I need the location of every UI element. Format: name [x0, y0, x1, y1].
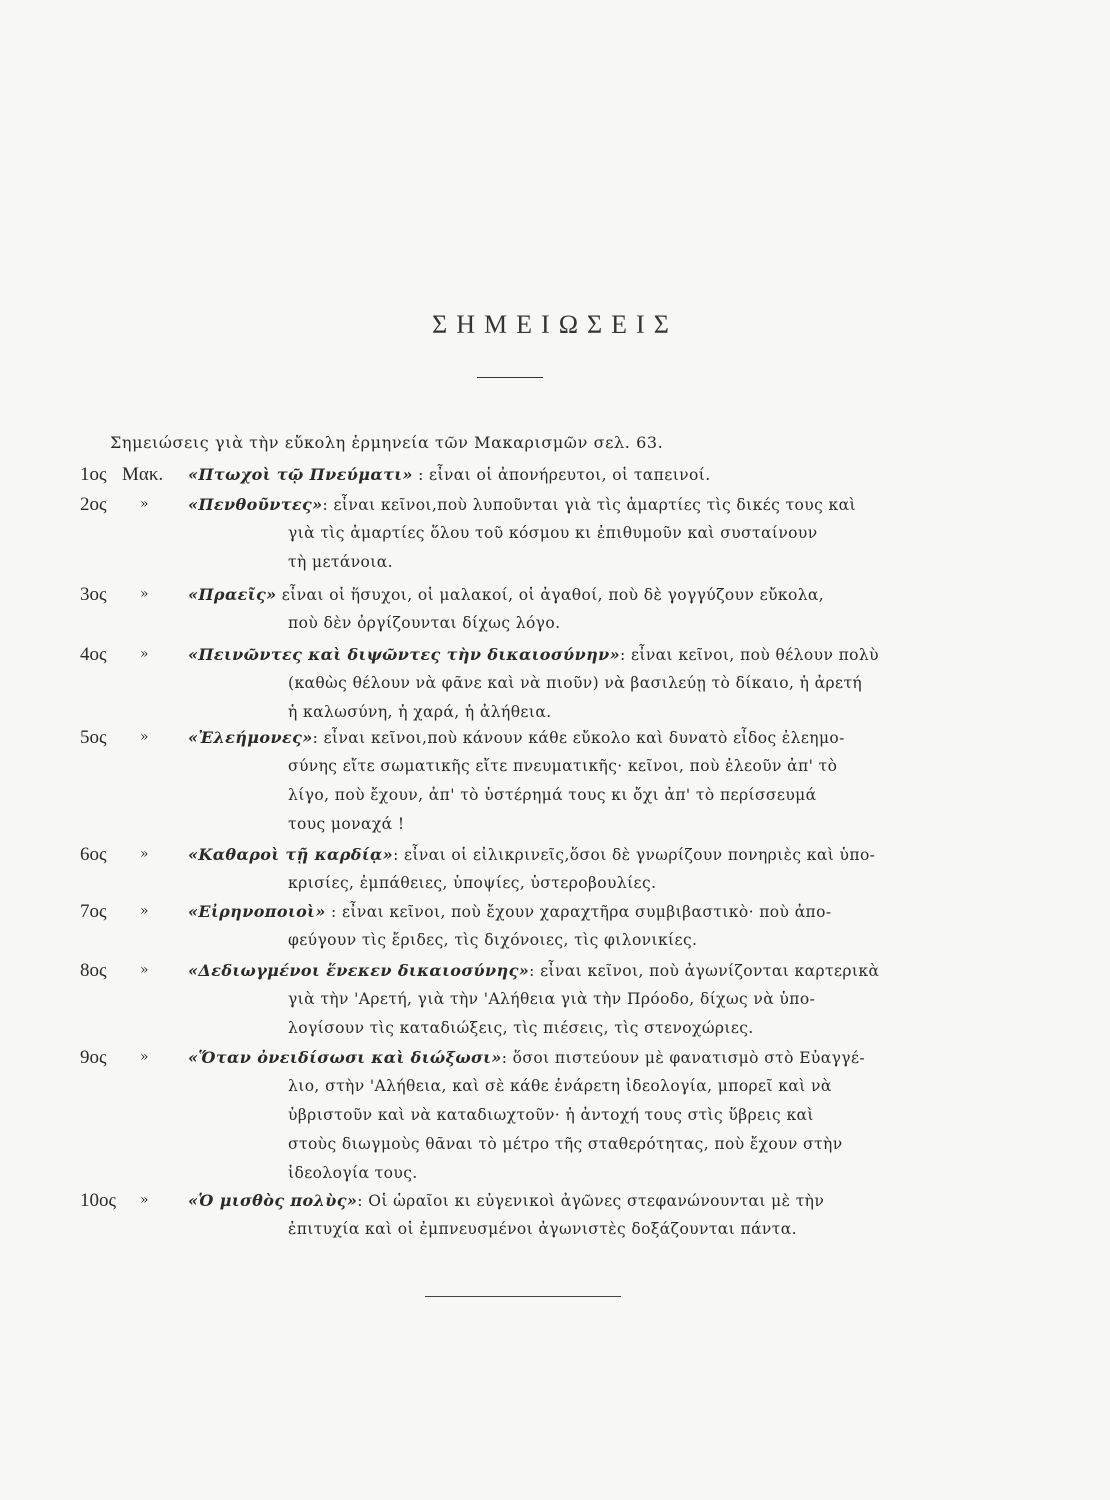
closing-divider: [425, 1296, 621, 1297]
note-term: «Εἰρηνοποιοὶ»: [188, 902, 326, 921]
note-text: : εἶναι κεῖνοι,ποὺ λυποῦνται γιὰ τὶς ἁμαρτίες τὶς δικές τους καὶ: [322, 496, 856, 514]
note-term: «Καθαροὶ τῇ καρδίᾳ»: [188, 845, 394, 864]
note-abbreviation: Μακ.: [122, 464, 164, 485]
note-number: 4ος: [80, 644, 107, 665]
note-continuation: κρισίες, ἐμπάθειες, ὑποψίες, ὑστεροβουλίες.: [288, 874, 657, 892]
note-first-line: [188, 580, 990, 610]
note-term: «Πραεῖς»: [188, 585, 277, 604]
note-continuation: τὴ μετάνοια.: [288, 553, 393, 571]
note-first-line: [188, 460, 990, 490]
note-text: : Οἱ ὡραῖοι κι εὐγενικοὶ ἀγῶνες στεφανώνουνται μὲ τὴν: [357, 1192, 825, 1210]
note-first-line: [188, 1043, 990, 1073]
note-text: : εἶναι κεῖνοι,ποὺ κάνουν κάθε εὔκολο καὶ δυνατὸ εἶδος ἐλεημο-: [312, 729, 845, 747]
note-text: εἶναι οἱ ἥσυχοι, οἱ μαλακοί, οἱ ἀγαθοί, ποὺ δὲ γογγύζουν εὔκολα,: [276, 586, 825, 604]
note-first-line: [188, 723, 990, 753]
ditto-mark: »: [140, 962, 149, 978]
note-continuation: ποὺ δὲν ὀργίζουνται δίχως λόγο.: [288, 614, 561, 632]
note-number: 10ος: [80, 1190, 117, 1211]
note-continuation: γιὰ τὶς ἁμαρτίες ὅλου τοῦ κόσμου κι ἐπιθυμοῦν καὶ συσταίνουν: [288, 524, 818, 542]
note-number: 6ος: [80, 844, 107, 865]
note-continuation: ἐπιτυχία καὶ οἱ ἐμπνευσμένοι ἀγωνιστὲς δοξάζουνται πάντα.: [288, 1220, 797, 1238]
ditto-mark: »: [140, 1049, 149, 1065]
note-text: : εἶναι κεῖνοι, ποὺ ἔχουν χαραχτῆρα συμβιβαστικὸ· ποὺ ἀπο-: [325, 903, 832, 921]
note-continuation: φεύγουν τὶς ἔριδες, τὶς διχόνοιες, τὶς φιλονικίες.: [288, 931, 698, 949]
note-first-line: [188, 956, 990, 986]
intro-line: Σημειώσεις γιὰ τὴν εὔκολη ἑρμηνεία τῶν Μακαρισμῶν σελ. 63.: [110, 433, 664, 452]
ditto-mark: »: [140, 729, 149, 745]
note-continuation: σύνης εἴτε σωματικῆς εἴτε πνευματικῆς· κεῖνοι, ποὺ ἐλεοῦν ἀπ' τὸ: [288, 757, 838, 775]
note-term: «Ὁ μισθὸς πολὺς»: [188, 1191, 358, 1210]
note-term: «Πενθοῦντες»: [188, 495, 323, 514]
note-term: «Ὅταν ὀνειδίσωσι καὶ διώξωσι»: [188, 1048, 502, 1067]
note-continuation: λογίσουν τὶς καταδιώξεις, τὶς πιέσεις, τὶς στενοχώριες.: [288, 1019, 754, 1037]
note-first-line: [188, 1186, 990, 1216]
note-continuation: (καθὼς θέλουν νὰ φᾶνε καὶ νὰ πιοῦν) νὰ βασιλεύῃ τὸ δίκαιο, ἡ ἀρετή: [288, 674, 863, 692]
note-continuation: στοὺς διωγμοὺς θᾶναι τὸ μέτρο τῆς σταθερότητας, ποὺ ἔχουν στὴν: [288, 1135, 843, 1153]
note-text: : εἶναι οἱ ἀπονήρευτοι, οἱ ταπεινοί.: [412, 466, 711, 484]
note-term: «Πεινῶντες καὶ διψῶντες τὴν δικαιοσύνην»: [188, 645, 620, 664]
note-number: 2ος: [80, 494, 107, 515]
note-number: 9ος: [80, 1047, 107, 1068]
ditto-mark: »: [140, 846, 149, 862]
note-first-line: [188, 490, 990, 520]
page-title: ΣΗΜΕΙΩΣΕΙΣ: [432, 310, 678, 339]
ditto-mark: »: [140, 586, 149, 602]
ditto-mark: »: [140, 1192, 149, 1208]
note-text: : εἶναι οἱ εἰλικρινεῖς,ὅσοι δὲ γνωρίζουν πονηριὲς καὶ ὑπο-: [393, 846, 876, 864]
note-text: : ὅσοι πιστεύουν μὲ φανατισμὸ στὸ Εὐαγγέ-: [501, 1049, 866, 1067]
note-first-line: [188, 640, 990, 670]
note-number: 8ος: [80, 960, 107, 981]
note-number: 3ος: [80, 584, 107, 605]
ditto-mark: »: [140, 646, 149, 662]
title-divider: [477, 377, 543, 378]
note-number: 1ος: [80, 464, 107, 485]
note-continuation: λίγο, ποὺ ἔχουν, ἀπ' τὸ ὑστέρημά τους κι ὄχι ἀπ' τὸ περίσσευμά: [288, 786, 817, 804]
ditto-mark: »: [140, 496, 149, 512]
note-term: «Ἐλεήμονες»: [188, 728, 313, 747]
note-number: 7ος: [80, 901, 107, 922]
note-continuation: ὑβριστοῦν καὶ νὰ καταδιωχτοῦν· ἡ ἀντοχή τους στὶς ὕβρεις καὶ: [288, 1106, 814, 1124]
note-number: 5ος: [80, 727, 107, 748]
note-continuation: γιὰ τὴν 'Αρετή, γιὰ τὴν 'Αλήθεια γιὰ τὴν Πρόοδο, δίχως νὰ ὑπο-: [288, 990, 816, 1008]
note-continuation: ἰδεολογία τους.: [288, 1164, 418, 1182]
note-first-line: [188, 840, 990, 870]
note-first-line: [188, 897, 990, 927]
note-text: : εἶναι κεῖνοι, ποὺ θέλουν πολὺ: [620, 646, 879, 664]
note-term: «Δεδιωγμένοι ἕνεκεν δικαιοσύνης»: [188, 961, 530, 980]
note-term: «Πτωχοὶ τῷ Πνεύματι»: [188, 465, 413, 484]
ditto-mark: »: [140, 903, 149, 919]
note-continuation: τους μοναχά !: [288, 815, 405, 833]
note-continuation: λιο, στὴν 'Αλήθεια, καὶ σὲ κάθε ἐνάρετη ἰδεολογία, μπορεῖ καὶ νὰ: [288, 1077, 832, 1095]
note-continuation: ἡ καλωσύνη, ἡ χαρά, ἡ ἀλήθεια.: [288, 703, 552, 721]
note-text: : εἶναι κεῖνοι, ποὺ ἀγωνίζονται καρτερικὰ: [529, 962, 880, 980]
